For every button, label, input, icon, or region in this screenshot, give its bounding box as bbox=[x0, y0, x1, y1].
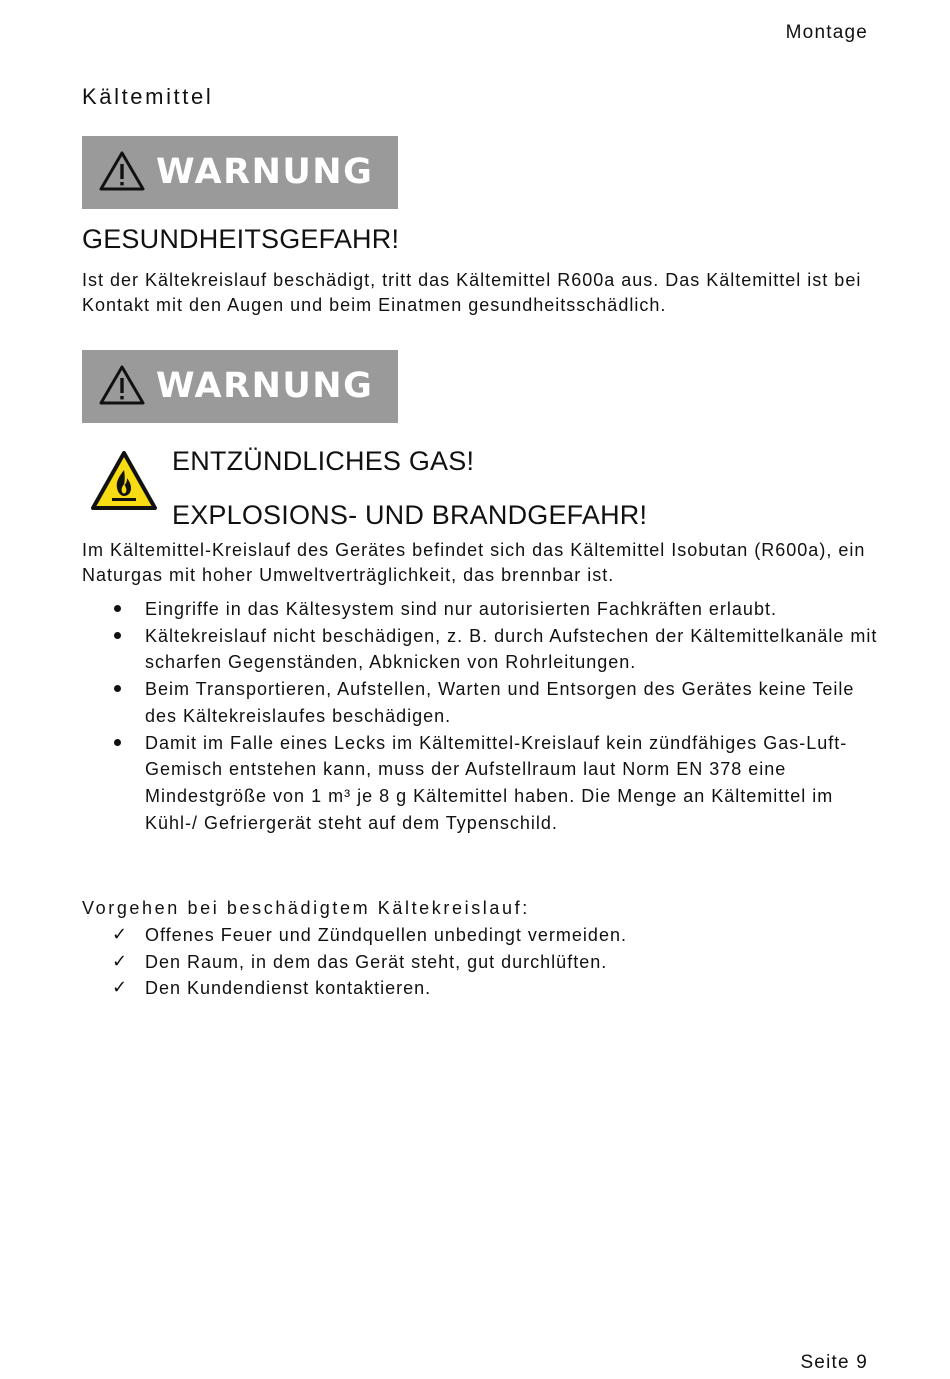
hazard-bullet-list bbox=[82, 596, 882, 836]
bullet-icon bbox=[114, 605, 121, 612]
warning-triangle-icon bbox=[98, 364, 146, 406]
hazard-text-health: Ist der Kältekreislauf beschädigt, tritt das Kältemittel R600a aus. Das Kältemittel ist bei Kontakt mit den Augen und beim Einatmen gesundheitsschädlich. bbox=[82, 270, 862, 315]
warning-label: WARNUNG bbox=[156, 366, 374, 406]
warning-banner bbox=[82, 136, 398, 209]
bullet-icon bbox=[114, 685, 121, 692]
list-item: Eingriffe in das Kältesystem sind nur autorisierten Fachkräften erlaubt. bbox=[82, 596, 882, 623]
hazard-text-flammable: Im Kältemittel-Kreislauf des Gerätes befindet sich das Kältemittel Isobutan (R600a), ein Naturgas mit hoher Umweltverträglichkeit, das brennbar ist. bbox=[82, 540, 866, 585]
warning-triangle-icon bbox=[98, 150, 146, 192]
section-title: Kältemittel bbox=[82, 84, 214, 109]
flammable-icon bbox=[90, 450, 158, 512]
bullet-icon bbox=[114, 632, 121, 639]
check-mark-icon: ✓ bbox=[112, 977, 129, 998]
hazard-title-health: GESUNDHEITSGEFAHR! bbox=[82, 224, 400, 254]
list-item: Beim Transportieren, Aufstellen, Warten und Entsorgen des Gerätes keine Teile des Kältekreislaufes beschädigen. bbox=[82, 676, 882, 729]
list-item: ✓ Den Raum, in dem das Gerät steht, gut durchlüften. bbox=[82, 949, 882, 976]
warning-label: WARNUNG bbox=[156, 152, 374, 192]
list-item: ✓ Offenes Feuer und Zündquellen unbedingt vermeiden. bbox=[82, 922, 882, 949]
page-number: Seite 9 bbox=[800, 1352, 868, 1373]
bullet-icon bbox=[114, 739, 121, 746]
list-item: Damit im Falle eines Lecks im Kältemittel-Kreislauf kein zündfähiges Gas-Luft-Gemisch entstehen kann, muss der Aufstellraum laut Norm EN 378 eine Mindestgröße von 1 m³ je 8 g Kältemittel haben. Die Menge an Kältemittel im Kühl-/ Gefriergerät steht auf dem Typenschild. bbox=[82, 730, 882, 837]
page-header-section: Montage bbox=[785, 22, 868, 43]
check-mark-icon: ✓ bbox=[112, 950, 129, 972]
procedure-steps bbox=[82, 922, 882, 1002]
warning-banner bbox=[82, 350, 398, 423]
hazard-title-flammable: ENTZÜNDLICHES GAS! bbox=[172, 446, 475, 476]
hazard-title-explosion: EXPLOSIONS- UND BRANDGEFAHR! bbox=[172, 500, 648, 530]
check-mark-icon: ✓ bbox=[112, 924, 129, 945]
procedure-title: Vorgehen bei beschädigtem Kältekreislauf: bbox=[82, 898, 530, 918]
list-item: ✓ Den Kundendienst kontaktieren. bbox=[82, 975, 882, 1002]
list-item: Kältekreislauf nicht beschädigen, z. B. durch Aufstechen der Kältemittelkanäle mit scharfen Gegenständen, Abknicken von Rohrleitungen. bbox=[82, 623, 882, 676]
